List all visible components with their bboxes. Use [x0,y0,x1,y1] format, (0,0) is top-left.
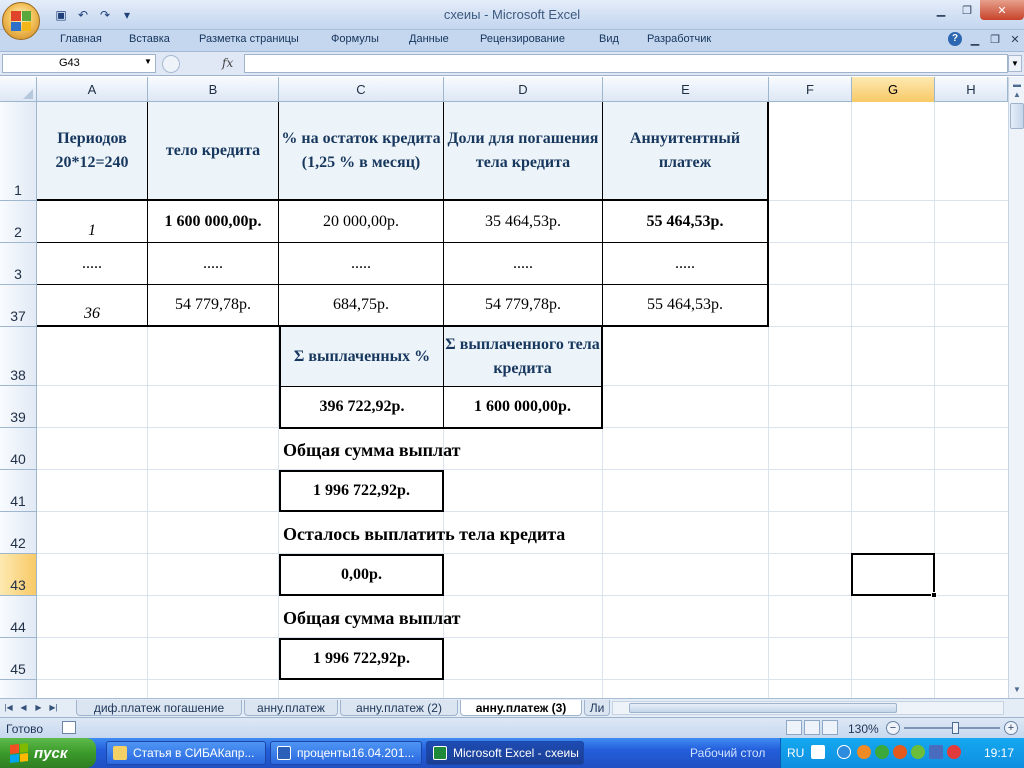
vertical-scrollbar[interactable] [1008,77,1024,698]
cell-body-last[interactable]: 54 779,78р. [148,285,279,327]
tab-view[interactable]: Вид [599,33,619,45]
taskbar-item-word[interactable] [270,741,422,765]
taskbar-item-folder[interactable] [106,741,266,765]
tab-insert[interactable]: Вставка [129,33,170,45]
status-ready: Готово [6,722,44,736]
tray-app-icon[interactable] [857,745,871,759]
office-button[interactable] [2,2,40,40]
row-header-45[interactable]: 45 [0,638,37,680]
cell-dots-c[interactable]: ..... [279,243,444,285]
system-tray [780,738,1024,768]
vertical-scroll-thumb[interactable] [1010,103,1024,129]
cell-period-last[interactable]: 36 [37,285,148,327]
sheet-tab-annuity-2[interactable]: анну.платеж (2) [340,700,458,716]
window-title: схеиы - Microsoft Excel [443,7,581,22]
zoom-in-icon[interactable]: + [1004,721,1018,735]
folder-icon [113,746,127,760]
customize-qat-icon[interactable]: ▾ [123,8,131,22]
taskbar-item-excel[interactable] [426,741,584,765]
cell-interest-last[interactable]: 684,75р. [279,285,444,327]
column-header-f[interactable]: F [769,77,852,102]
header-periods[interactable]: Периодов 20*12=240 [37,102,148,201]
zoom-out-icon[interactable]: − [886,721,900,735]
header-annuity-payment[interactable]: Аннуитентный платеж [603,102,769,201]
taskbar-item-label: Статья в СИБАКапр... [133,746,255,760]
ribbon-tabs [0,30,1024,52]
tray-network-icon[interactable] [929,745,943,759]
header-loan-body[interactable]: тело кредита [148,102,279,201]
tab-developer[interactable]: Разработчик [647,33,712,45]
row-header-44[interactable]: 44 [0,596,37,638]
status-bar [0,717,1024,738]
normal-view-icon[interactable] [786,720,802,735]
save-icon[interactable]: ▣ [55,8,67,22]
clock[interactable]: 19:17 [983,746,1014,760]
tray-security-icon[interactable] [947,745,961,759]
active-cell-g43[interactable] [851,553,935,596]
cell-dots-a[interactable]: ..... [37,243,148,285]
taskbar [0,738,1024,768]
cell-body-first[interactable]: 1 600 000,00р. [148,201,279,243]
column-header-c[interactable]: C [279,77,444,102]
row-header-39[interactable]: 39 [0,386,37,428]
label-remaining-body: Осталось выплатить тела кредита [283,524,566,544]
horizontal-scrollbar[interactable] [612,701,1004,715]
maximize-icon[interactable]: ❐ [962,4,972,17]
column-header-e[interactable]: E [603,77,769,102]
row-header-43[interactable]: 43 [0,554,37,596]
cell-total-interest[interactable]: 396 722,92р. [279,387,444,429]
last-sheet-icon[interactable]: ▶| [49,703,58,712]
row-headers [0,102,37,698]
label-total-payments: Общая сумма выплат [283,440,461,460]
split-box-icon[interactable]: ▬ [1013,80,1021,89]
formula-input[interactable] [244,54,1008,73]
help-controls [948,32,1022,46]
row-header-1[interactable]: 1 [0,102,37,201]
doc-restore-icon[interactable]: ❐ [990,33,1000,46]
row-header-3[interactable]: 3 [0,243,37,285]
horizontal-scroll-thumb[interactable] [629,703,897,713]
label-total-payments-2: Общая сумма выплат [283,608,461,628]
office-logo-icon [11,11,31,31]
sheet-tab-partial[interactable]: Ли [584,700,610,716]
language-indicator[interactable]: RU [787,746,805,760]
start-label: пуск [34,744,68,762]
cell-share-first[interactable]: 35 464,53р. [444,201,603,243]
page-layout-view-icon[interactable] [804,720,820,735]
tab-home[interactable]: Главная [60,33,102,45]
sheet-navigation [2,701,60,715]
insert-function-button[interactable]: fx [222,56,234,70]
zoom-level[interactable]: 130% [848,722,879,736]
column-header-g[interactable]: G [852,77,935,102]
row-header-partial[interactable] [0,680,37,698]
sheet-tabs-bar [0,698,1024,717]
desktop-toolbar-label[interactable]: Рабочий стол [690,746,766,760]
cell-dots-e[interactable]: ..... [603,243,769,285]
cell-payment-last[interactable]: 55 464,53р. [603,285,769,327]
tray-status-icon[interactable] [875,745,889,759]
doc-close-icon[interactable]: ✕ [1010,33,1020,46]
cell-dots-d[interactable]: ..... [444,243,603,285]
header-total-body[interactable]: Σ выплаченного тела кредита [444,327,603,387]
column-header-d[interactable]: D [444,77,603,102]
help-tray-icon[interactable] [811,745,825,759]
row-header-2[interactable]: 2 [0,201,37,243]
row-header-38[interactable]: 38 [0,327,37,386]
worksheet-grid[interactable] [37,102,1008,698]
minimize-icon[interactable]: ▁ [936,4,946,17]
taskbar-item-label: Microsoft Excel - схеиы [453,746,579,760]
scroll-up-icon[interactable]: ▲ [1013,90,1021,99]
row-header-42[interactable]: 42 [0,512,37,554]
header-interest[interactable]: % на остаток кредита (1,25 % в месяц) [279,102,444,201]
tab-formulas[interactable]: Формулы [331,33,379,45]
cell-payment-first[interactable]: 55 464,53р. [603,201,769,243]
column-headers [0,77,1008,102]
chevron-down-icon[interactable]: ▼ [144,57,152,66]
taskbar-item-label: проценты16.04.201... [297,746,415,760]
cell-period-first[interactable]: 1 [37,201,148,243]
row-header-41[interactable]: 41 [0,470,37,512]
row-header-40[interactable]: 40 [0,428,37,470]
row-header-37[interactable]: 37 [0,285,37,327]
column-header-a[interactable]: A [37,77,148,102]
tray-arrow-icon[interactable] [837,745,851,759]
cell-total-body[interactable]: 1 600 000,00р. [444,387,603,429]
column-header-b[interactable]: B [148,77,279,102]
title-bar [0,0,1024,30]
view-buttons [786,720,838,735]
cell-dots-b[interactable]: ..... [148,243,279,285]
cell-total-payments-2[interactable]: 1 996 722,92р. [279,638,444,680]
start-button[interactable] [0,738,96,768]
cell-share-last[interactable]: 54 779,78р. [444,285,603,327]
tray-browser-icon[interactable] [893,745,907,759]
scroll-down-icon[interactable]: ▼ [1013,685,1021,694]
first-sheet-icon[interactable]: |◀ [4,703,13,712]
header-total-interest[interactable]: Σ выплаченных % [279,327,444,387]
windows-flag-icon [10,743,28,763]
undo-icon[interactable]: ↶ [77,8,89,22]
prev-sheet-icon[interactable]: ◀ [20,703,27,712]
column-header-h[interactable]: H [935,77,1008,102]
window-controls [928,0,1024,20]
sheet-tab-diff-payment[interactable]: диф.платеж погашение [76,700,242,716]
select-all-button[interactable] [0,77,37,102]
cell-total-payments[interactable]: 1 996 722,92р. [279,470,444,512]
doc-minimize-icon[interactable]: ▁ [970,33,980,46]
zoom-slider-thumb[interactable] [952,722,959,734]
formula-bar [0,52,1024,76]
cell-interest-first[interactable]: 20 000,00р. [279,201,444,243]
tray-messenger-icon[interactable] [911,745,925,759]
sheet-tab-annuity-3[interactable]: анну.платеж (3) [460,700,582,716]
formula-bar-handle-icon[interactable] [162,55,180,73]
expand-formula-bar-icon[interactable]: ▼ [1008,55,1022,72]
page-break-view-icon[interactable] [822,720,838,735]
name-box[interactable]: G43 [2,54,156,73]
sheet-tab-annuity[interactable]: анну.платеж [244,700,338,716]
word-icon [277,746,291,760]
help-icon[interactable]: ? [948,32,962,46]
cell-remaining-body[interactable]: 0,00р. [279,554,444,596]
close-icon[interactable]: ✕ [980,0,1024,20]
tab-data[interactable]: Данные [409,33,449,45]
tab-page-layout[interactable]: Разметка страницы [199,33,299,45]
fill-handle[interactable] [931,592,937,598]
tab-review[interactable]: Рецензирование [480,33,565,45]
excel-icon [433,746,447,760]
redo-icon[interactable]: ↷ [99,8,111,22]
next-sheet-icon[interactable]: ▶ [35,703,42,712]
header-body-share[interactable]: Доли для погашения тела кредита [444,102,603,201]
macro-record-icon[interactable] [62,721,76,734]
